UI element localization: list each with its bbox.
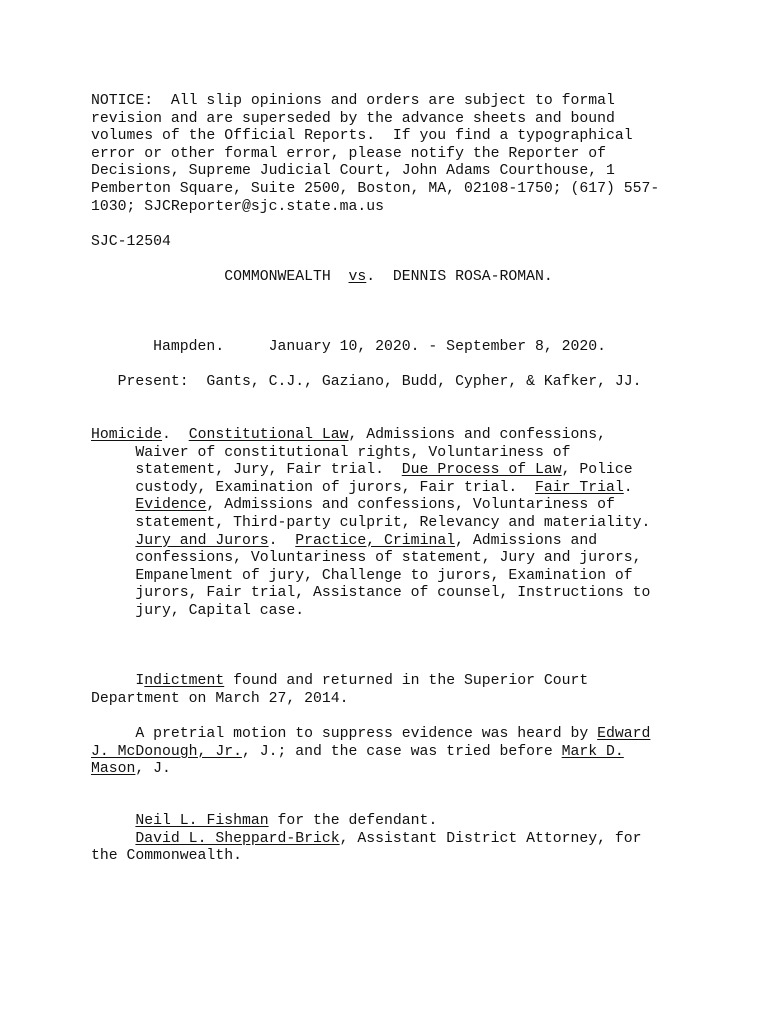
- notice-line: NOTICE: All slip opinions and orders are subject to formal: [91, 93, 615, 109]
- defense-counsel-link[interactable]: Neil L. Fishman: [135, 813, 269, 829]
- headnote-text: , Police custody, Examination of jurors, Fair trial.: [135, 462, 633, 496]
- paragraph-text: , J.; and the case was tried before: [241, 743, 562, 760]
- topic-link-jury-and-jurors[interactable]: Jury and Jurors: [135, 532, 269, 549]
- headnote-text: , Admissions and confessions, Waiver of constitutional rights, Voluntariness of statement, Jury, Fair trial.: [135, 427, 607, 479]
- topic-link-practice-criminal[interactable]: Practice, Criminal: [295, 532, 456, 549]
- headnote-text: .: [623, 479, 633, 496]
- headnote-text: , Admissions and confessions, Voluntariness of statement, Third-party culprit, Relevancy and materiality.: [135, 497, 651, 531]
- topic-link-evidence[interactable]: Evidence: [135, 497, 207, 514]
- headnote-text: .: [162, 427, 189, 443]
- notice-line: error or other formal error, please notify the Reporter of: [91, 145, 607, 162]
- topic-link-fair-trial[interactable]: Fair Trial: [534, 479, 624, 496]
- county-and-dates: Hampden. January 10, 2020. - September 8, 2020.: [91, 339, 607, 355]
- docket-number: SJC-12504: [91, 234, 171, 250]
- headnote-text: .: [268, 532, 296, 549]
- paragraph-text: , J.: [135, 761, 171, 778]
- caption-defendant: . DENNIS ROSA-ROMAN.: [366, 269, 553, 285]
- case-caption: [91, 269, 671, 287]
- caption-plaintiff: COMMONWEALTH: [91, 269, 349, 285]
- motion-paragraph: [91, 726, 671, 779]
- prosecutor-link[interactable]: David L. Sheppard-Brick: [135, 830, 340, 847]
- counsel-role: , Assistant District Attorney, for the Commonwealth.: [91, 830, 642, 865]
- notice-line: 1030; SJCReporter@sjc.state.ma.us: [91, 198, 385, 215]
- topic-link-constitutional-law[interactable]: Constitutional Law: [188, 427, 349, 443]
- paragraph-text: I: [91, 673, 145, 689]
- paragraph-text: found and returned in the Superior Court Department on March 27, 2014.: [91, 673, 589, 707]
- notice-line: Pemberton Square, Suite 2500, Boston, MA, 02108-1750; (617) 557-: [91, 180, 660, 197]
- paragraph-text: A pretrial motion to suppress evidence was heard by: [91, 726, 598, 742]
- topic-link-homicide[interactable]: Homicide: [91, 427, 163, 443]
- headnote-topics: [91, 427, 671, 621]
- topic-link-due-process[interactable]: Due Process of Law: [401, 462, 562, 479]
- judge-name-part: Mason: [91, 761, 136, 778]
- judge-name-part: Edward: [597, 726, 651, 742]
- caption-versus: vs: [348, 269, 367, 285]
- counsel-role: for the defendant.: [268, 813, 438, 829]
- judge-name-part: Mark D.: [561, 743, 624, 760]
- indent: [91, 831, 135, 847]
- notice-line: revision and are superseded by the advance sheets and bound: [91, 110, 615, 127]
- notice-line: volumes of the Official Reports. If you find a typographical: [91, 128, 633, 145]
- notice-line: Decisions, Supreme Judicial Court, John Adams Courthouse, 1: [91, 163, 615, 180]
- indictment-link[interactable]: ndictment: [144, 673, 225, 689]
- judge-name-part: J. McDonough, Jr.: [91, 743, 242, 760]
- justices-present: Present: Gants, C.J., Gaziano, Budd, Cypher, & Kafker, JJ.: [91, 374, 642, 390]
- counsel-block: [91, 813, 671, 866]
- reporter-notice: [91, 93, 671, 216]
- indictment-paragraph: [91, 673, 671, 708]
- headnote-text: , Admissions and confessions, Voluntariness of statement, Jury and jurors, Empanelment of jury, Challenge to jurors, Examination of jurors, Fair trial, Assistance of counsel, Instructions to jury, Capital case.: [135, 532, 651, 619]
- indent: [91, 813, 135, 829]
